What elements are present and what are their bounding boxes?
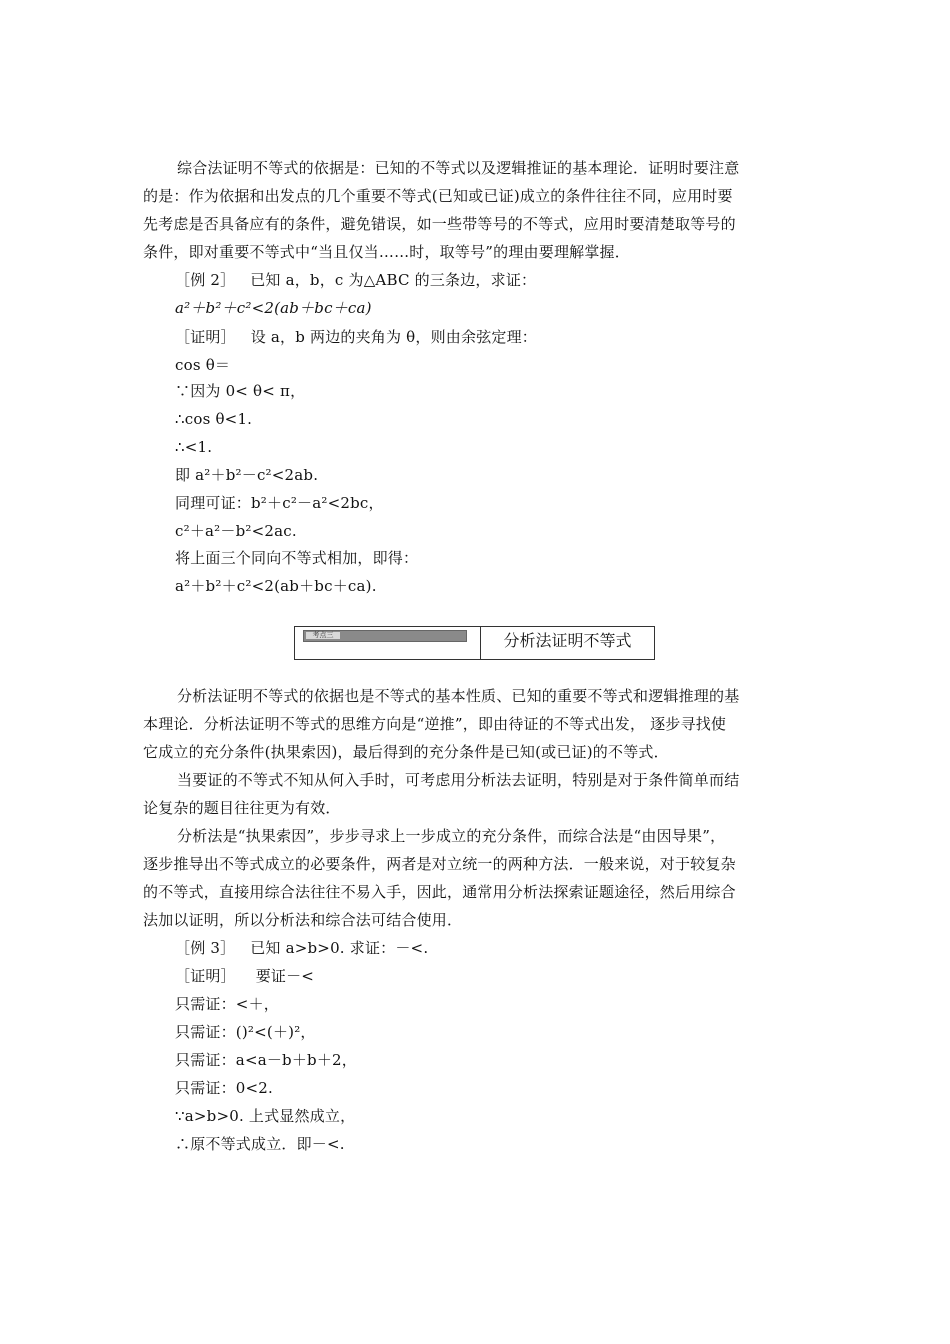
proof-text: 要证－< <box>255 967 315 985</box>
paragraph-when-line-1: 当要证的不等式不知从何入手时，可考虑用分析法去证明，特别是对于条件简单而结 <box>177 771 740 789</box>
proof-step: 同理可证：b²＋c²－a²<2bc， <box>175 494 384 512</box>
proof-step: cos θ＝ <box>175 356 231 374</box>
example-2-statement: 已知 a，b，c 为△ABC 的三条边，求证： <box>250 271 537 289</box>
paragraph-synthesis-line-3: 先考虑是否具备应有的条件，避免错误，如一些带等号的不等式，应用时要清楚取等号的 <box>143 215 736 233</box>
section-header-box <box>294 626 655 660</box>
proof-conclusion: ∴原不等式成立．即－<. <box>175 1135 345 1153</box>
proof-text: 设 a，b 两边的夹角为 θ，则由余弦定理： <box>250 328 538 346</box>
section-badge <box>303 630 467 642</box>
paragraph-when-line-2: 论复杂的题目往往更为有效． <box>143 799 341 817</box>
paragraph-compare-line-4: 法加以证明，所以分析法和综合法可结合使用． <box>143 911 463 929</box>
example-2-proof-start <box>175 327 537 347</box>
example-3-proof-start <box>175 966 314 986</box>
proof-conclusion: a²＋b²＋c²<2(ab＋bc＋ca). <box>175 577 377 595</box>
example-2-heading <box>175 270 536 290</box>
section-badge-label: 考点三 <box>306 632 340 639</box>
proof-step: ∵因为 0< θ< π， <box>175 382 306 400</box>
example-3-statement: 已知 a>b>0. 求证：－<. <box>250 939 429 957</box>
section-title: 分析法证明不等式 <box>503 631 632 650</box>
paragraph-synthesis-line-2: 的是：作为依据和出发点的几个重要不等式(已知或已证)成立的条件往往不同，应用时要 <box>143 187 733 205</box>
example-2-claim: a²＋b²＋c²<2(ab＋bc＋ca) <box>175 299 372 317</box>
proof-step: 只需证：0<2. <box>175 1079 274 1097</box>
proof-step: c²＋a²－b²<2ac. <box>175 522 297 540</box>
paragraph-analysis-line-2: 本理论．分析法证明不等式的思维方向是“逆推”，即由待证的不等式出发， 逐步寻找使 <box>143 715 727 733</box>
paragraph-compare-line-1: 分析法是“执果索因”，步步寻求上一步成立的充分条件，而综合法是“由因导果”， <box>177 827 726 845</box>
proof-label: ［证明］ <box>175 967 236 985</box>
proof-step: 即 a²＋b²－c²<2ab. <box>175 466 319 484</box>
paragraph-synthesis-line-4: 条件，即对重要不等式中“当且仅当……时，取等号”的理由要理解掌握． <box>143 243 630 261</box>
paragraph-analysis-line-1: 分析法证明不等式的依据也是不等式的基本性质、已知的重要不等式和逻辑推理的基 <box>177 687 740 705</box>
example-3-label: ［例 3］ <box>175 939 236 957</box>
proof-step: 只需证：a<a－b＋b＋2， <box>175 1051 358 1069</box>
paragraph-synthesis-line-1: 综合法证明不等式的依据是：已知的不等式以及逻辑推证的基本理论．证明时要注意 <box>177 159 740 177</box>
proof-step: ∴cos θ<1. <box>175 410 253 428</box>
example-3-heading <box>175 938 428 958</box>
proof-step: 只需证：()²<(＋)²， <box>175 1023 316 1041</box>
proof-label: ［证明］ <box>175 328 236 346</box>
proof-step: ∴<1. <box>175 438 213 456</box>
proof-step: 将上面三个同向不等式相加，即得： <box>175 549 419 567</box>
paragraph-compare-line-3: 的不等式，直接用综合法往往不易入手，因此，通常用分析法探索证题途径，然后用综合 <box>143 883 736 901</box>
paragraph-analysis-line-3: 它成立的充分条件(执果索因)，最后得到的充分条件是已知(或已证)的不等式． <box>143 743 669 761</box>
paragraph-compare-line-2: 逐步推导出不等式成立的必要条件，两者是对立统一的两种方法．一般来说，对于较复杂 <box>143 855 736 873</box>
example-2-label: ［例 2］ <box>175 271 236 289</box>
proof-step: ∵a>b>0. 上式显然成立， <box>175 1107 356 1125</box>
proof-step: 只需证：<＋， <box>175 995 279 1013</box>
